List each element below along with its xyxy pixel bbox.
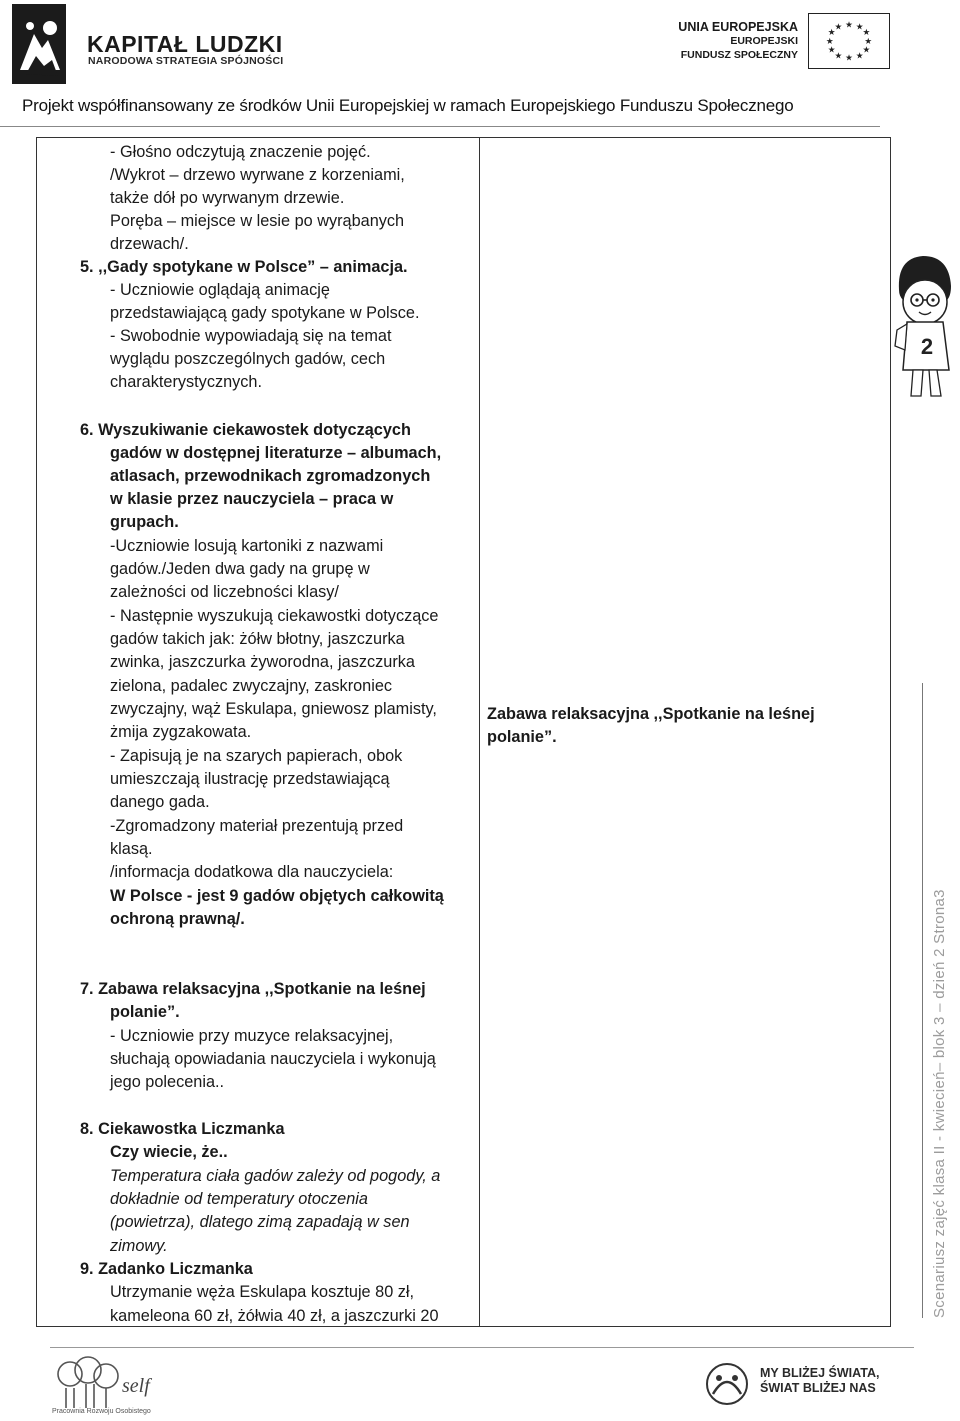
svg-text:★: ★ <box>864 36 873 47</box>
svg-text:★: ★ <box>855 22 864 33</box>
svg-text:★: ★ <box>862 28 871 39</box>
eu-flag-icon <box>808 13 890 69</box>
text-line: /Wykrot – drzewo wyrwane z korzeniami, <box>110 166 405 184</box>
text-line: -Zgromadzony materiał prezentują przed <box>110 817 404 835</box>
text-line: Poręba – miejsce w lesie po wyrąbanych <box>110 212 405 230</box>
text-line: - Uczniowie przy muzyce relaksacyjnej, <box>110 1027 394 1045</box>
project-cofinance-line: Projekt współfinansowany ze środków Unii Europejskiej w ramach Europejskiego Funduszu Społecznego <box>22 96 794 115</box>
svg-text:★: ★ <box>825 36 834 47</box>
text-line: - Swobodnie wypowiadają się na temat <box>110 327 392 345</box>
footer-divider <box>50 1347 914 1348</box>
text-line: danego gada. <box>110 793 210 811</box>
text-line: gadów./Jeden dwa gady na grupę w <box>110 560 370 578</box>
text-line: Temperatura ciała gadów zależy od pogody, a <box>110 1167 441 1185</box>
kapital-ludzki-logo-icon <box>12 4 66 84</box>
step-heading: 8. Ciekawostka Liczmanka <box>80 1120 285 1138</box>
eu-line-1: UNIA EUROPEJSKA <box>678 20 798 34</box>
svg-text:★: ★ <box>827 45 836 56</box>
text-line: - Następnie wyszukują ciekawostki dotyczące <box>110 607 439 625</box>
text-line: klasą. <box>110 840 153 858</box>
text-line: - Zapisują je na szarych papierach, obok <box>110 747 403 765</box>
brand-subtitle: NARODOWA STRATEGIA SPÓJNOŚCI <box>88 55 284 67</box>
note-line: polanie”. <box>487 728 557 746</box>
text-line: umieszczają ilustrację przedstawiającą <box>110 770 390 788</box>
step-heading: 7. Zabawa relaksacyjna ,,Spotkanie na leśnej <box>80 980 426 998</box>
text-line: słuchają opowiadania nauczyciela i wykonują <box>110 1050 436 1068</box>
notes-column <box>481 138 889 1326</box>
text-line: - Uczniowie oglądają animację <box>110 281 330 299</box>
text-line: W Polsce - jest 9 gadów objętych całkowitą <box>110 887 444 905</box>
slogan-line-1: MY BLIŻEJ ŚWIATA, <box>760 1366 880 1380</box>
text-line: zimowy. <box>110 1237 168 1255</box>
footer-slogan <box>760 1366 879 1396</box>
lesson-steps-column <box>37 138 479 1326</box>
text-line: zależności od liczebności klasy/ <box>110 583 339 601</box>
svg-text:★: ★ <box>845 20 853 31</box>
eu-line-2: EUROPEJSKI <box>730 35 798 47</box>
note-line: Zabawa relaksacyjna ,,Spotkanie na leśnej <box>487 705 815 723</box>
step-heading: 6. Wyszukiwanie ciekawostek dotyczących <box>80 421 411 439</box>
column-divider <box>479 138 480 1326</box>
slogan-line-2: ŚWIAT BLIŻEJ NAS <box>760 1381 876 1395</box>
header-divider <box>0 126 880 127</box>
svg-text:★: ★ <box>834 22 843 33</box>
vertical-page-footer: Scenariusz zajęć klasa II - kwiecień– blok 3 – dzień 2 Strona3 <box>931 889 948 1318</box>
text-line: także dół po wyrwanym drzewie. <box>110 189 345 207</box>
svg-text:★: ★ <box>827 28 836 39</box>
text-line: zwyczajny, wąż Eskulapa, gniewosz plamisty, <box>110 700 437 718</box>
lesson-table <box>36 137 891 1327</box>
self-caption: Pracownia Rozwoju Osobistego <box>52 1408 151 1415</box>
text-line: drzewach/. <box>110 235 189 253</box>
text-line: polanie”. <box>110 1003 180 1021</box>
globe-people-icon <box>703 1360 751 1408</box>
step-heading: 5. ,,Gady spotykane w Polsce” – animacja. <box>80 258 408 276</box>
vertical-rule <box>922 683 923 1318</box>
step-heading: 9. Zadanko Liczmanka <box>80 1260 253 1278</box>
text-line: kameleona 60 zł, żółwia 40 zł, a jaszczurki 20 <box>110 1307 439 1325</box>
svg-text:★: ★ <box>834 51 843 62</box>
text-line: ochroną prawną/. <box>110 910 245 928</box>
text-line: zielona, padalec zwyczajny, zaskroniec <box>110 677 393 695</box>
text-line: przedstawiającą gady spotykane w Polsce. <box>110 304 420 322</box>
mascot-child-icon <box>893 250 955 400</box>
text-line: /informacja dodatkowa dla nauczyciela: <box>110 863 394 881</box>
mascot-number: 2 <box>920 334 934 359</box>
text-line: Czy wiecie, że.. <box>110 1143 228 1161</box>
text-line: w klasie przez nauczyciela – praca w <box>110 490 394 508</box>
text-line: zwinka, jaszczurka żyworodna, jaszczurka <box>110 653 415 671</box>
page-header <box>0 0 960 130</box>
text-line: gadów w dostępnej literaturze – albumach, <box>110 444 442 462</box>
eu-line-3: FUNDUSZ SPOŁECZNY <box>680 49 798 61</box>
text-line: (powietrza), dlatego zimą zapadają w sen <box>110 1213 410 1231</box>
text-line: charakterystycznych. <box>110 373 263 391</box>
self-brand-text: self <box>122 1375 150 1397</box>
text-line: atlasach, przewodnikach zgromadzonych <box>110 467 431 485</box>
text-line: gadów takich jak: żółw błotny, jaszczurka <box>110 630 405 648</box>
text-line: żmija zygzakowata. <box>110 723 252 741</box>
svg-text:★: ★ <box>845 53 853 64</box>
text-line: wyglądu poszczególnych gadów, cech <box>110 350 386 368</box>
text-line: -Uczniowie losują kartoniki z nazwami <box>110 537 384 555</box>
svg-text:★: ★ <box>855 51 864 62</box>
brand-title: KAPITAŁ LUDZKI <box>87 31 283 57</box>
svg-text:★: ★ <box>862 45 871 56</box>
eu-text-block <box>678 20 798 62</box>
text-line: Utrzymanie węża Eskulapa kosztuje 80 zł, <box>110 1283 415 1301</box>
text-line: grupach. <box>110 513 179 531</box>
text-line: - Głośno odczytują znaczenie pojęć. <box>110 143 371 161</box>
text-line: jego polecenia.. <box>110 1073 225 1091</box>
text-line: dokładnie od temperatury otoczenia <box>110 1190 368 1208</box>
